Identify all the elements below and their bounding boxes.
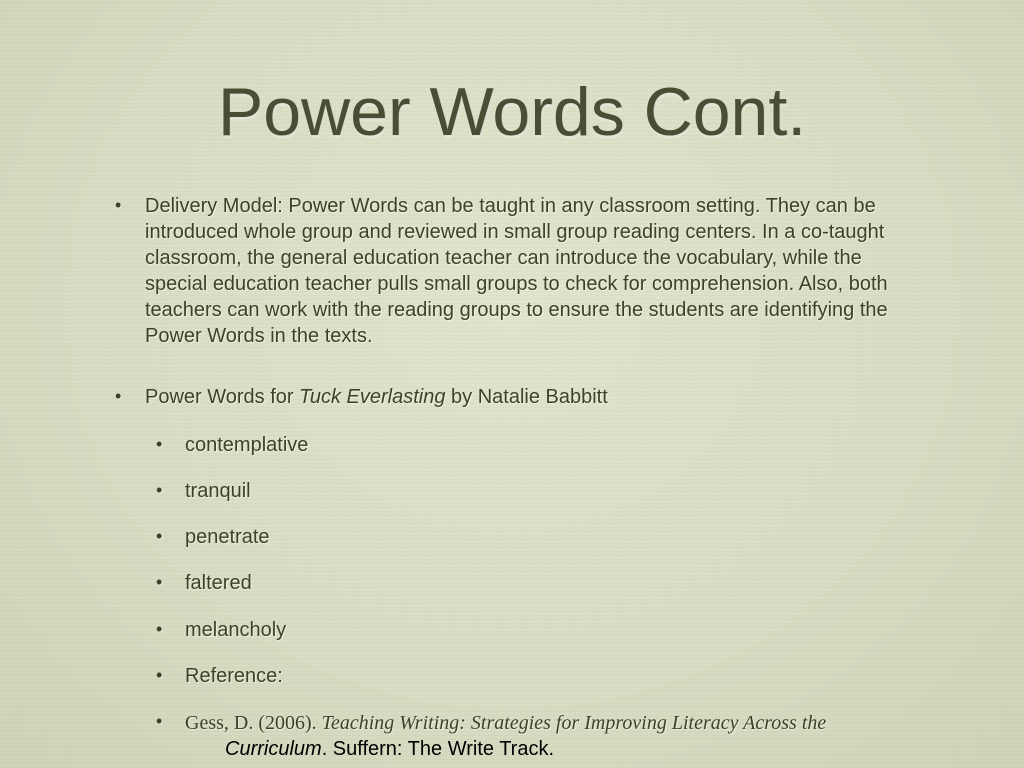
sub-bullet-marker: • <box>156 434 163 454</box>
list-item-word: tranquil <box>185 480 251 502</box>
list-item-word: penetrate <box>185 526 270 548</box>
delivery-model-paragraph: Delivery Model: Power Words can be taught in any classroom setting. They can be introduced whole group and reviewed in small group reading centers. In a co-taught classroom, the general education teacher can introduce the vocabulary, while the special education teacher pulls small groups to check for comprehension. Also, both teachers can work with the reading groups to ensure the students are identifying the Power Words in the texts. <box>145 195 888 347</box>
reference-publisher: . Suffern: The Write Track. <box>321 738 555 760</box>
sub-bullet-marker: • <box>156 480 163 500</box>
sub-bullet-marker: • <box>156 572 163 592</box>
list-item-word: melancholy <box>185 619 287 641</box>
slide-title: Power Words Cont. <box>217 74 807 150</box>
bullet-marker: • <box>115 195 122 215</box>
intro-prefix: Power Words for <box>145 386 300 408</box>
bullet-marker: • <box>115 386 122 406</box>
reference-citation <box>185 710 925 762</box>
list-item-word: contemplative <box>185 434 309 456</box>
sub-bullet-marker: • <box>156 619 163 639</box>
reference-author-year: Gess, D. (2006). <box>185 712 322 734</box>
list-item-word: faltered <box>185 572 252 594</box>
sub-bullet-marker: • <box>156 526 163 546</box>
intro-suffix: by Natalie Babbitt <box>445 386 608 408</box>
power-words-intro <box>145 384 925 410</box>
reference-title: Teaching Writing: Strategies for Improving Literacy Across the <box>321 712 827 734</box>
reference-label: Reference: <box>185 665 283 687</box>
book-title: Tuck Everlasting <box>299 386 446 408</box>
sub-bullet-marker: • <box>156 665 163 685</box>
sub-bullet-marker: • <box>156 711 163 731</box>
reference-title-cont: Curriculum <box>225 738 322 760</box>
reference-line-2 <box>185 736 925 762</box>
